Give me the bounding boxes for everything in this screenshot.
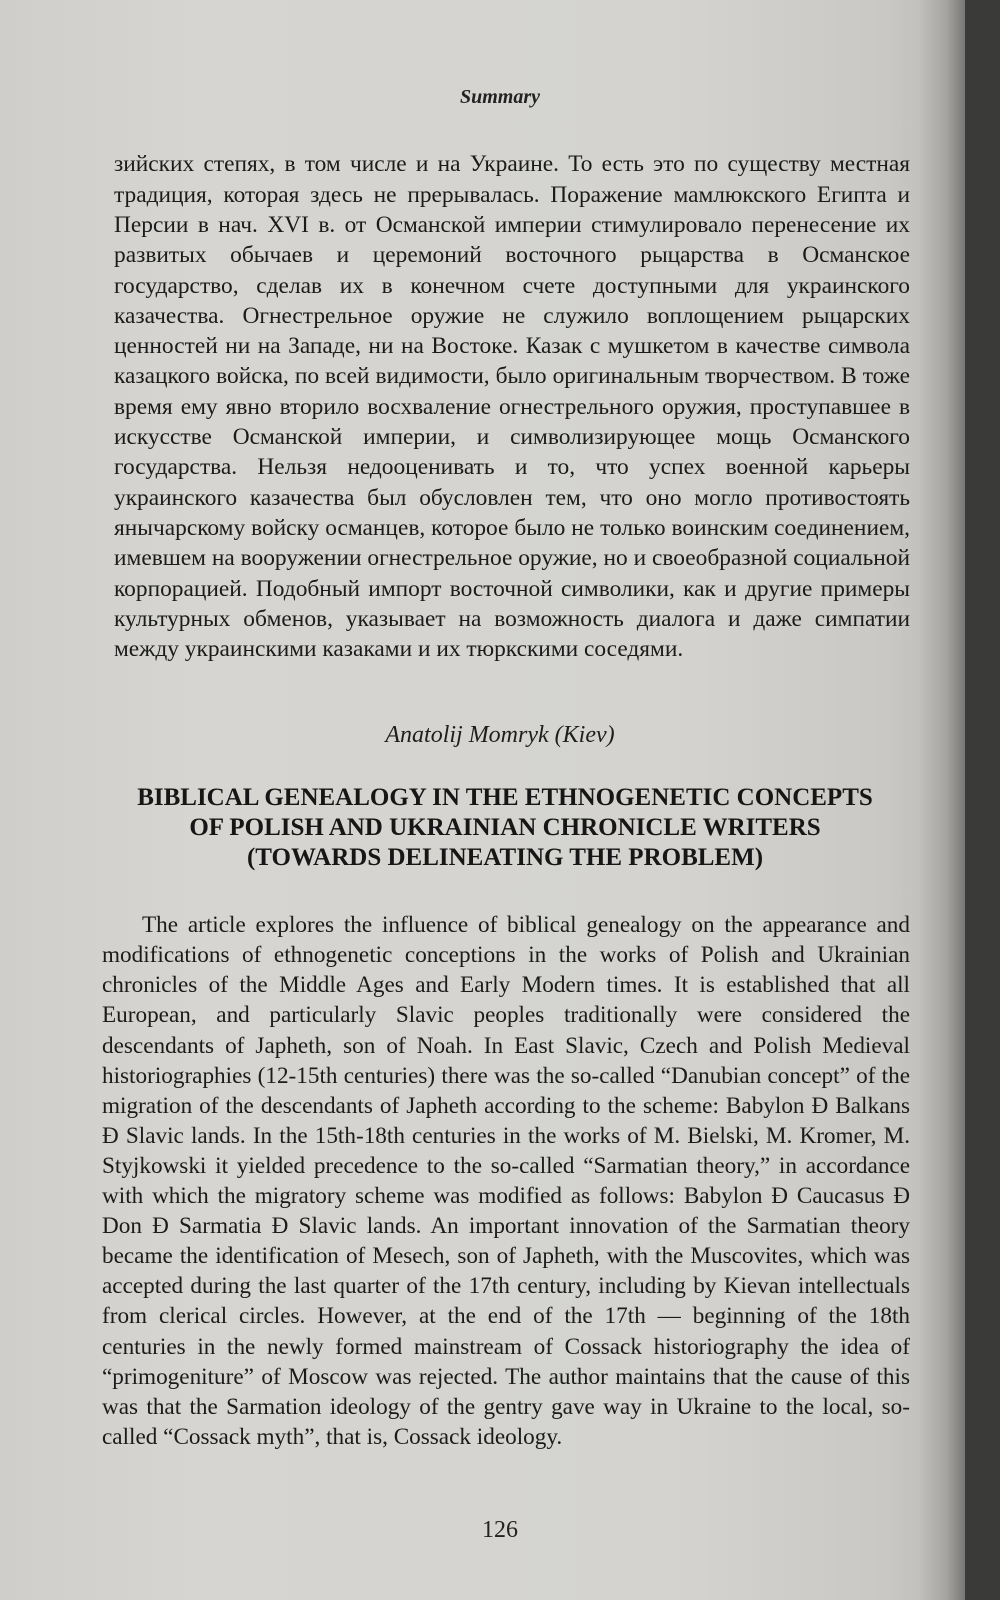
article-title-line: OF POLISH AND UKRAINIAN CHRONICLE WRITERS	[189, 813, 821, 841]
running-head: Summary	[459, 86, 541, 108]
article-title-line: (TOWARDS DELINEATING THE PROBLEM)	[246, 843, 764, 871]
article-author: Anatolij Momryk (Kiev)	[385, 722, 615, 748]
article-title	[100, 783, 910, 873]
summary-paragraph: зийских степях, в том числе и на Украине. То есть это по существу местная традиция, которая здесь не прерывалась. Поражение мамлюкского Египта и Персии в нач. XVI в. от Османской империи стимулировало перенесение их развитых обычаев и церемоний восточного рыцарства в Османское государство, сделав их в конечном счете доступными для украинского казачества. Огнестрельное оружие не служило воплощением рыцарских ценностей ни на Западе, ни на Востоке. Казак с мушкетом в качестве символа казацкого войска, по всей видимости, было оригинальным творчеством. В тоже время ему явно вторило восхваление огнестрельного оружия, проступавшее в искусстве Османской империи, и символизирующее мощь Османского государства. Нельзя недооценивать и то, что успех военной карьеры украинского казачества был обусловлен тем, что оно могло противостоять янычарскому войску османцев, которое было не только воинским соединением, имевшем на вооружении огнестрельное оружие, но и своеобразной социальной корпорацией. Подобный импорт восточной символики, как и другие примеры культурных обменов, указывает на возможность диалога и даже симпатии между украинскими казаками и их тюркскими соседями.	[114, 151, 910, 663]
article-abstract: The article explores the influence of biblical genealogy on the appearance and modifications of ethnogenetic conceptions in the works of Polish and Ukrainian chronicles of the Middle Ages and Early Modern times. It is established that all European, and particularly Slavic peoples traditionally were considered the descendants of Japheth, son of Noah. In East Slavic, Czech and Polish Medieval historiographies (12-15th centuries) there was the so-called “Danubian concept” of the migration of the descendants of Japheth according to the scheme: Babylon Ð Balkans Ð Slavic lands. In the 15th-18th centuries in the works of M. Bielski, M. Kromer, M. Styjkowski it yielded precedence to the so-called “Sarmatian theory,” in accordance with which the migratory scheme was modified as follows: Babylon Ð Caucasus Ð Don Ð Sarmatia Ð Slavic lands. An important innovation of the Sarmatian theory became the identification of Mesech, son of Japheth, with the Muscovites, which was accepted during the last quarter of the 17th century, including by Kievan intellectuals from clerical circles. However, at the end of the 17th — beginning of the 18th centuries in the newly formed mainstream of Cossack historiography the idea of “primogeniture” of Moscow was rejected. The author maintains that the cause of this was that the Sarmation ideology of the gentry gave way in Ukraine to the local, so-called “Cossack myth”, that is, Cossack ideology.	[102, 912, 910, 1450]
article-title-line: BIBLICAL GENEALOGY IN THE ETHNOGENETIC CONCEPTS	[137, 783, 873, 811]
page-number: 126	[482, 1517, 518, 1543]
spine-shadow	[917, 0, 965, 1600]
